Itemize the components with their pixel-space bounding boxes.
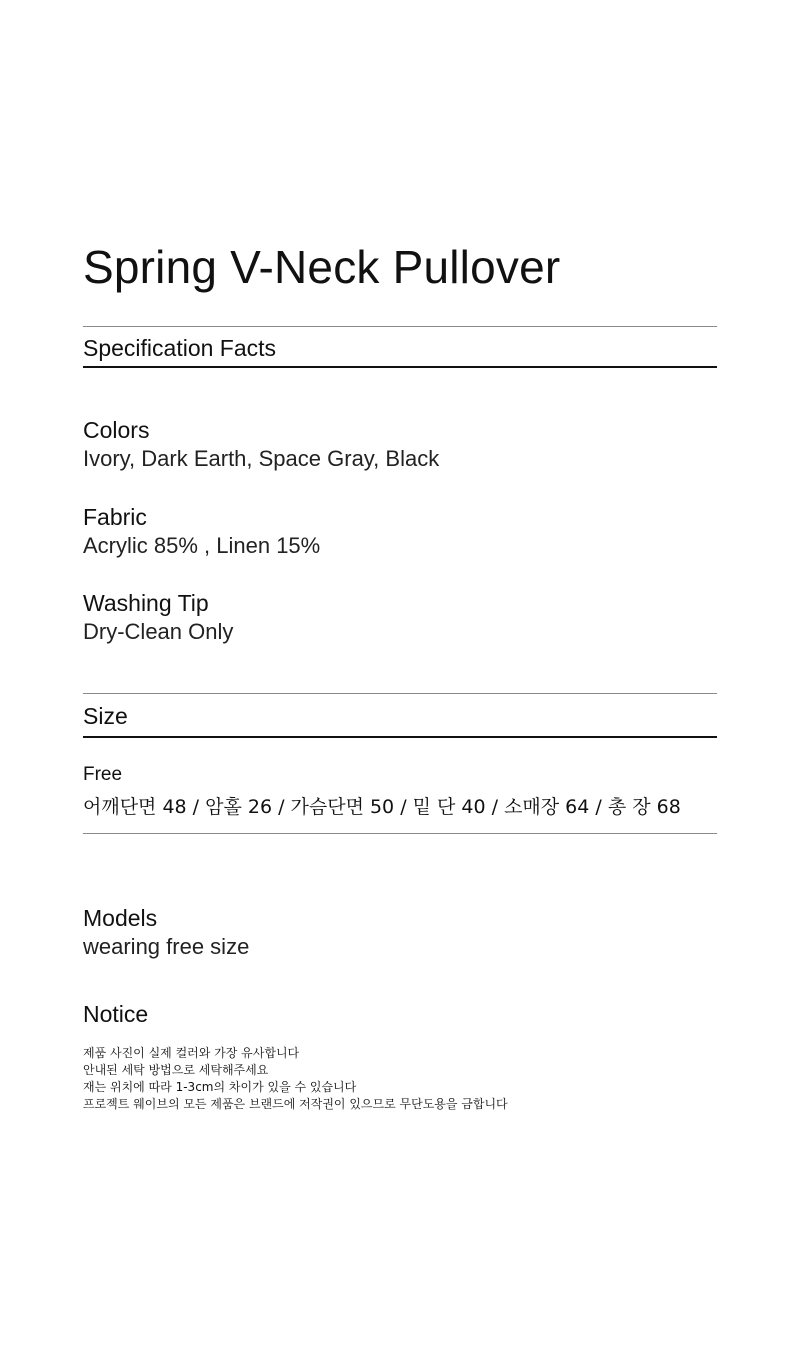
size-measurements: 어깨단면 48 / 암홀 26 / 가슴단면 50 / 밑 단 40 / 소매장 64 / 총 장 68 <box>83 796 681 818</box>
spec-value: Acrylic 85% , Linen 15% <box>83 533 321 558</box>
models-value: wearing free size <box>83 934 250 959</box>
divider <box>83 366 717 368</box>
spec-label: Fabric <box>83 504 147 530</box>
specification-heading: Specification Facts <box>83 335 277 361</box>
divider <box>83 833 717 834</box>
spec-value: Ivory, Dark Earth, Space Gray, Black <box>83 446 440 471</box>
notice-line: 제품 사진이 실제 컬러와 가장 유사합니다 <box>83 1046 300 1060</box>
spec-value: Dry-Clean Only <box>83 619 234 644</box>
divider <box>83 326 717 327</box>
spec-label: Colors <box>83 417 150 443</box>
size-heading: Size <box>83 703 128 729</box>
notice-heading: Notice <box>83 1001 149 1027</box>
spec-label: Washing Tip <box>83 590 209 616</box>
notice-line: 안내된 세탁 방법으로 세탁해주세요 <box>83 1063 269 1077</box>
divider <box>83 736 717 738</box>
models-label: Models <box>83 905 158 931</box>
divider <box>83 693 717 694</box>
product-title: Spring V-Neck Pullover <box>83 241 561 293</box>
size-name: Free <box>83 764 123 785</box>
notice-list <box>83 1045 508 1113</box>
notice-line: 프로젝트 웨이브의 모든 제품은 브랜드에 저작권이 있으므로 무단도용을 금합니다 <box>83 1097 508 1111</box>
notice-line: 재는 위치에 따라 1-3cm의 차이가 있을 수 있습니다 <box>83 1080 357 1094</box>
